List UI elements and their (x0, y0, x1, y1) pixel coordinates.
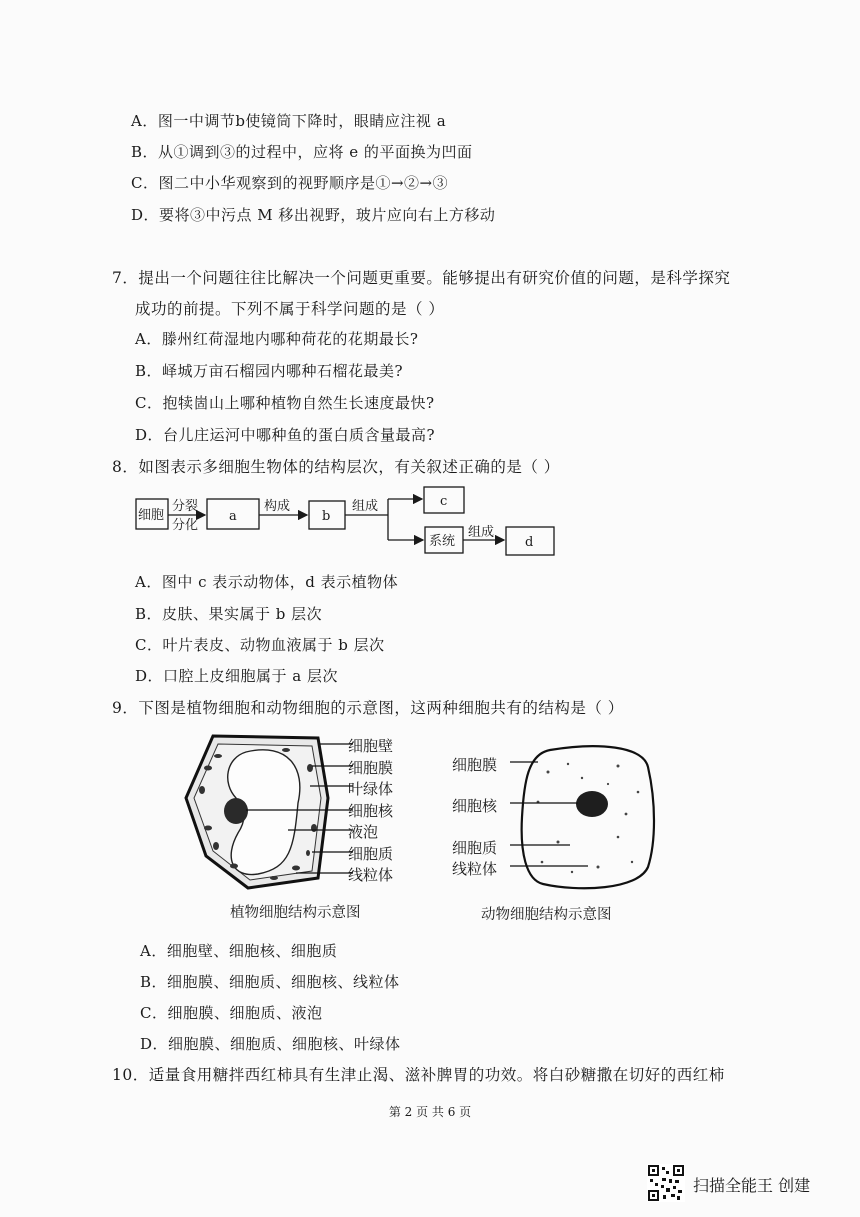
q8-option-d: D．口腔上皮细胞属于 a 层次 (135, 667, 339, 685)
plant-label-vacuole: 液泡 (348, 823, 379, 841)
q7-option-b: B．峄城万亩石榴园内哪种石榴花最美? (135, 362, 404, 380)
q10-stem: 10．适量食用糖拌西红柿具有生津止渴、滋补脾胃的功效。将白砂糖撒在切好的西红柿 (112, 1066, 725, 1084)
animal-label-mitochondria: 线粒体 (452, 860, 498, 878)
hierarchy-diagram (0, 484, 860, 574)
animal-nucleus (576, 791, 608, 817)
plant-label-wall: 细胞壁 (348, 737, 394, 755)
animal-cell-membrane (522, 746, 654, 888)
q6-option-c: C．图二中小华观察到的视野顺序是①→②→③ (131, 174, 449, 192)
c-label: c (440, 494, 448, 509)
q9-stem: 9．下图是植物细胞和动物细胞的示意图，这两种细胞共有的结构是（ ） (112, 699, 624, 717)
plant-label-cytoplasm: 细胞质 (348, 845, 394, 863)
a-label: a (229, 509, 237, 524)
qr-code-icon (647, 1164, 685, 1202)
b-label: b (322, 509, 331, 524)
animal-label-nucleus: 细胞核 (452, 797, 498, 815)
plant-label-nucleus: 细胞核 (348, 802, 394, 820)
animal-cell-diagram (498, 742, 678, 892)
q7-stem-line2: 成功的前提。下列不属于科学问题的是（ ） (135, 300, 445, 318)
q8-option-a: A．图中 c 表示动物体，d 表示植物体 (135, 573, 399, 591)
plant-caption: 植物细胞结构示意图 (230, 905, 361, 921)
form1-label: 构成 (264, 499, 291, 514)
form3-label: 组成 (468, 525, 495, 540)
cell-label: 细胞 (138, 508, 165, 523)
animal-caption: 动物细胞结构示意图 (481, 907, 612, 923)
q9-option-b: B．细胞膜、细胞质、细胞核、线粒体 (140, 973, 400, 991)
q7-option-d: D．台儿庄运河中哪种鱼的蛋白质含量最高? (135, 426, 436, 444)
q6-option-d: D．要将③中污点 M 移出视野，玻片应向右上方移动 (131, 206, 496, 224)
page-footer: 第 2 页 共 6 页 (388, 1105, 472, 1119)
q9-option-d: D．细胞膜、细胞质、细胞核、叶绿体 (140, 1035, 401, 1053)
q7-option-c: C．抱犊崮山上哪种植物自然生长速度最快? (135, 394, 435, 412)
scanner-watermark: 扫描全能王 创建 (693, 1176, 811, 1195)
plant-label-mitochondria: 线粒体 (348, 866, 394, 884)
q6-option-a: A．图一中调节b使镜筒下降时，眼睛应注视 a (131, 112, 447, 130)
differentiate-label: 分化 (172, 518, 199, 533)
nucleus (224, 798, 248, 824)
q9-option-c: C．细胞膜、细胞质、液泡 (140, 1004, 323, 1022)
plant-label-membrane: 细胞膜 (348, 759, 394, 777)
plant-label-chloroplast: 叶绿体 (348, 780, 394, 798)
q6-option-b: B．从①调到③的过程中，应将 e 的平面换为凹面 (131, 143, 473, 161)
q7-stem-line1: 7．提出一个问题往往比解决一个问题更重要。能够提出有研究价值的问题，是科学探究 (112, 269, 731, 287)
q8-stem: 8．如图表示多细胞生物体的结构层次，有关叙述正确的是（ ） (112, 458, 560, 476)
split-label: 分裂 (172, 499, 199, 514)
q8-option-c: C．叶片表皮、动物血液属于 b 层次 (135, 636, 385, 654)
d-label: d (525, 535, 534, 550)
plant-cell-diagram (178, 728, 353, 898)
form2-label: 组成 (352, 499, 379, 514)
system-label: 系统 (429, 534, 456, 549)
q9-option-a: A．细胞壁、细胞核、细胞质 (140, 942, 338, 960)
animal-label-membrane: 细胞膜 (452, 756, 498, 774)
animal-label-cytoplasm: 细胞质 (452, 839, 498, 857)
q8-option-b: B．皮肤、果实属于 b 层次 (135, 605, 323, 623)
q7-option-a: A．滕州红荷湿地内哪种荷花的花期最长? (135, 330, 419, 348)
